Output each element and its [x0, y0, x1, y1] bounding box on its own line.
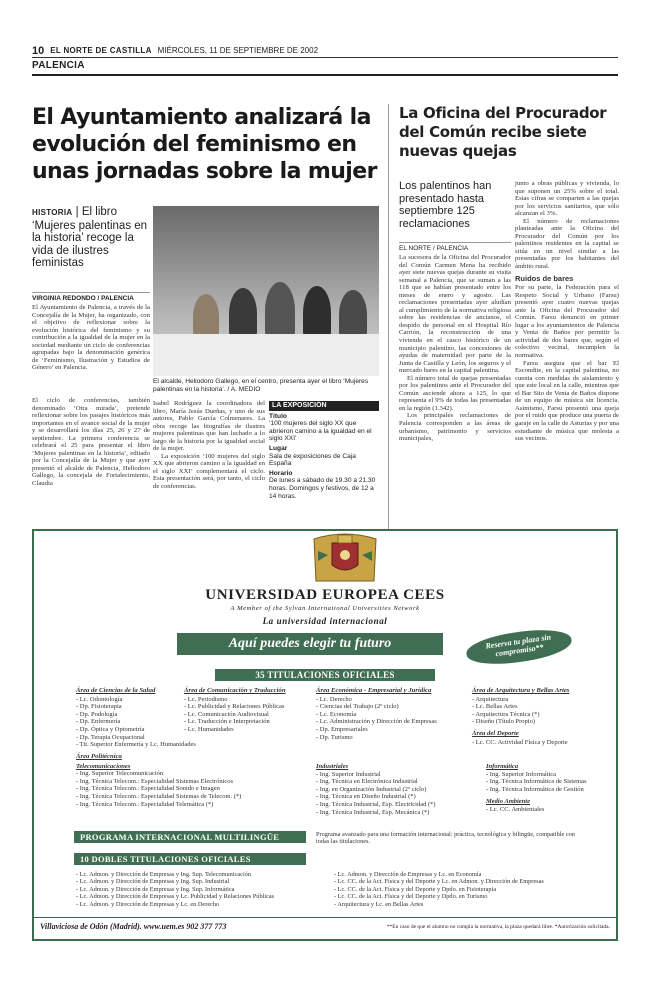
programa-title: PROGRAMA INTERNACIONAL MULTILINGÜE [74, 831, 306, 843]
course-item: - Lc. Traducción e Interpretación [184, 718, 270, 726]
side-paragraph: La sucesora de la Oficina del Procurador del Común Carmen Mena ha recibido ayer siete nuevas quejas durante su visita semanal a Palencia, que se suman a las 118 que se habían presentado entre los meses de enero y agosto. Las reclamaciones presentadas ayer aludían al cumplimiento de la normativa religiosa sobre las residencias de ancianos, el despido de personal en el Hospital Río Carrión, la reconstrucción de una vivienda en el casco histórico de un municipio palentino, las concesiones de ayudas de maternidad por parte de la Junta de Castilla y León, los seguros y el mercado bares en la capital palentina. [399, 254, 511, 375]
main-paragraph: Isabel Rodríguez la coordinadora del libro, María Jesús Dueñas, y uno de sus autores, Pablo García Colmenares. La obra recoge las biografías de ilustres mujeres palentinas que han luchado a lo largo de la historia por la igualdad social de la mujer. [153, 400, 265, 453]
side-paragraph: El número de reclamaciones planteadas ante la Oficina del Procurador del Común por los palentinos residentes en la capital se sitúa en un nivel similar a las presentadas por los habitantes del ámbito rural. [515, 217, 619, 271]
course-item: - Dp. Fisioterapia [76, 703, 122, 711]
side-paragraph: junto a obras públicas y vivienda, lo que suponen un 25% sobre el total. Estas cifras se comparten a las quejas por los servicios sanitarios, que sólo alcanzan el 3%. [515, 180, 619, 218]
side-byline: EL NORTE / PALENCIA [399, 242, 511, 252]
course-item: - Ing. Superior Informática [486, 770, 557, 778]
course-item: - Lc. CC. de la Act. Física y del Deporte y Lc. en Admon. y Dirección de Empresas [334, 878, 544, 886]
course-item: - Dp. Empresariales [316, 725, 368, 733]
area-industriales [316, 761, 466, 816]
side-headline: La Oficina del Procurador del Común recibe siete nuevas quejas [399, 104, 607, 160]
area-title: Área de Arquitectura y Bellas Artes [472, 687, 570, 694]
course-item: - Ing. Técnica Industrial, Esp. Electricidad (*) [316, 800, 436, 808]
subarea-title: Telecomunicaciones [76, 762, 131, 770]
exposicion-lugar: Sala de exposiciones de Caja España [269, 452, 356, 468]
column-divider [388, 104, 389, 549]
side-subhead-2: Ruidos de bares [515, 273, 574, 283]
subarea-title: Informática [486, 763, 519, 770]
main-paragraph: El ciclo de conferencias, también denominado ‘Otra mirada’, pretende reflexionar sobre los pasajes históricos más importantes en el avance social de la mujer y se desarrollará los días 25, 26 y 27 de septiembre. La primera conferencia se celebrará el 25 para presentar el libro ‘Mujeres palentinas en la historia’, editado por la Concejalía de la Mujer y que ayer presentó el alcalde de Palencia, Heliodoro Gallego, la concejala de Fortalecimiento, Claudia [32, 397, 150, 488]
exposicion-lugar-label: Lugar [269, 444, 288, 452]
area-comunicacion [184, 687, 316, 734]
course-item: - Ing. Técnica Telecom.: Especialidad Sistemas Electrónicos [76, 777, 234, 785]
university-tagline: La universidad internacional [262, 616, 388, 626]
course-item: - Lc. Comunicación Audiovisual [184, 710, 269, 718]
course-item: - Lc. Admon. y Dirección de Empresas y Lc. en Economía [334, 871, 482, 878]
course-item: - Ing. Técnica Industrial, Esp. Mecánica (*) [316, 808, 430, 816]
section-rule [32, 74, 618, 76]
page-number: 10 [32, 44, 45, 57]
course-item: - Dp. Podología [76, 710, 118, 718]
titulaciones-title: 35 TITULACIONES OFICIALES [215, 669, 435, 681]
programa-text: Programa avanzado para una formación internacional: práctica, tecnológica y bilingüe, compatible con todas las titulaciones. [316, 831, 575, 846]
exposicion-box [269, 401, 379, 500]
area-informatica [486, 761, 612, 814]
side-paragraph: Por su parte, la Federación para el Respeto Social y Urbano (Farsu) presentó ayer cuatro nuevas quejas ante la Oficina del Procurador del Común. Farsu denunció en primer lugar a los ayuntamientos de Palencia y Venta de Baños por permitir la actividad de dos bares que, según el colectivo vecinal, incumplen la normativa. [515, 284, 619, 360]
course-item: - Ing. Técnica en Diseño Industrial (*) [316, 793, 416, 801]
course-item: - Lc. Admon. y Dirección de Empresas y Ing. Sup. Telecomunicación [76, 871, 252, 878]
course-item: - Lc. Derecho [316, 695, 352, 703]
ad-footer [34, 917, 616, 935]
main-column-1 [32, 304, 150, 372]
exposicion-title: LA EXPOSICIÓN [269, 401, 379, 411]
exposicion-titulo: ‘100 mujeres del siglo XX que abrieron camino a la igualdad en el siglo XXI’ [269, 420, 372, 443]
dobles-title: 10 DOBLES TITULACIONES OFICIALES [74, 853, 306, 865]
course-item: - Lc. CC. Ambientales [486, 805, 545, 813]
area-salud [76, 687, 196, 749]
course-item: - Ing. en Organización Industrial (2º ciclo) [316, 785, 427, 793]
side-paragraph: Los principales reclamaciones de Palencia corresponden a las áreas de urbanismo, patrimonio y servicios municipales, [399, 412, 511, 443]
course-item: - Lc. Admon. y Dirección de Empresas y Ing. Sup. Informática [76, 885, 235, 893]
area-title: Área del Deporte [472, 729, 519, 737]
ad-address[interactable]: Villaviciosa de Odón (Madrid). www.uem.es 902 377 773 [40, 922, 227, 931]
course-item: - Arquitectura Técnica (*) [472, 710, 540, 718]
course-item: - Lc. Admon. y Dirección de Empresas y Lc. Publicidad y Relaciones Públicas [76, 893, 275, 901]
dobles-right [334, 871, 610, 908]
ad-footnote: **En caso de que el alumno no cumpla la normativa, la plaza quedará libre. *Autorización solicitada. [386, 923, 610, 930]
course-item: - Diseño (Título Propio) [472, 718, 536, 726]
reserva-badge[interactable]: Reserva tu plaza sin compromiso** [464, 625, 573, 669]
area-title: Área Politécnica [76, 753, 122, 760]
course-item: - Lc. CC. de la Act. Física y del Deporte y Dpdo. en Turismo [334, 893, 488, 901]
area-economica [316, 687, 456, 741]
main-byline: VIRGINIA REDONDO / PALENCIA [32, 292, 150, 302]
course-item: - Lc. Admon. y Dirección de Empresas y Ing. Sup. Industrial [76, 878, 230, 886]
issue-date: MIÉRCOLES, 11 DE SEPTIEMBRE DE 2002 [157, 46, 319, 55]
university-crest-icon [308, 531, 382, 583]
subarea-title: Medio Ambiente [486, 798, 530, 806]
university-ad [32, 529, 618, 941]
course-item: - Dp. Enfermería [76, 718, 121, 726]
main-headline: El Ayuntamiento analizará la evolución del feminismo en unas jornadas sobre la mujer [32, 105, 377, 184]
course-item: - Dp. Turismo [316, 733, 353, 741]
course-item: - Lc. Bellas Artes [472, 703, 518, 711]
course-item: - Lc. Periodismo [184, 695, 228, 703]
course-item: - Ing. Técnica en Electrónica Industrial [316, 778, 418, 786]
course-item: - Lc. CC. de la Act. Física y del Deporte y Dpdo. en Fisioterapia [334, 885, 497, 893]
kicker-label: HISTORIA [32, 208, 73, 217]
exposicion-horario-label: Horario [269, 469, 293, 477]
course-item: - Ing. Técnica Telecom.: Especialidad Sonido e Imagen [76, 785, 220, 793]
area-title: Área de Comunicación y Traducción [184, 687, 286, 694]
dobles-left [76, 871, 316, 908]
main-paragraph: El Ayuntamiento de Palencia, a través de la Concejalía de la Mujer, ha organizado, con el objetivo de reflexionar sobre la evolución histórica del feminismo y su contribución a la igualdad de la mujer en la sociedad mediante un ciclo de conferencias agrupadas bajo la denominación genérica de ‘Feminismo, Ilustración y Estudios de Género’ en Palencia. [32, 304, 150, 372]
area-politecnica [76, 753, 302, 808]
main-column-1b [32, 397, 150, 488]
course-item: - Ciencias del Trabajo (2º ciclo) [316, 703, 399, 711]
course-item: - Ing. Superior Telecomunicación [76, 770, 164, 778]
side-column-2 [515, 180, 619, 443]
university-name: UNIVERSIDAD EUROPEA CEES [205, 587, 445, 603]
course-item: - Ing. Superior Industrial [316, 770, 381, 778]
area-title: Área de Ciencias de la Salud [76, 687, 156, 694]
main-paragraph: La exposición ‘100 mujeres del siglo XX que abrieron camino a la igualdad en el siglo XXI’ complementará el ciclo. Esta presentación será, por tanto, el ciclo de conferencias. [153, 452, 265, 491]
kicker-text: El libro ‘Mujeres palentinas en la historia’ recoge la vida de ilustres feministas [32, 206, 148, 269]
course-item: - Dp. Óptica y Optometría [76, 725, 145, 733]
side-subhead: Los palentinos han presentado hasta septiembre 125 reclamaciones [399, 180, 492, 230]
course-item: - Lc. Admon. y Dirección de Empresas y Lc. en Derecho [76, 900, 220, 908]
course-item: - Dp. Terapia Ocupacional [76, 733, 145, 741]
main-kicker: HISTORIA | El libro ‘Mujeres palentinas en la historia’ recoge la vida de ilustres feministas [32, 206, 148, 269]
side-paragraph: El número total de quejas presentadas por los palentinos ante el Procurador del Común asciende ahora a 125, lo que representa el 9% de todas las presentadas en la región (1.342). [399, 374, 511, 412]
area-title: Área Económica - Empresarial y Jurídica [316, 687, 432, 694]
exposicion-horario: De lunes a sábado de 19.30 a 21.30 horas. Domingos y festivos, de 12 a 14 horas. [269, 477, 376, 500]
photo-caption: El alcalde, Heliodoro Gallego, en el centro, presenta ayer el libro ‘Mujeres palentinas en la historia’. / A. MEDIO [153, 378, 369, 393]
member-line: A Member of the Sylvan International Universities Network [230, 605, 420, 612]
course-item: - Lc. Economía [316, 710, 357, 718]
course-item: - Lc. Humanidades [184, 725, 234, 733]
course-item: - Arquitectura [472, 695, 509, 703]
course-item: - Lc. Administración y Dirección de Empresas [316, 718, 437, 726]
side-paragraph: Farsu asegura que el bar El Escondite, en la capital palentina, no cuenta con medidas de aislamiento y que este local en la calle, mientras que el Bar Sito de Venta de Baños dispone de un equipo de música sin licencia. Asimismo, Farsu presentó una queja por el ruido que produce una puerta de garaje en la calle de Asturias y por una estudiante de música que molesta a sus vecinos. [515, 359, 619, 443]
exposicion-titulo-label: Título [269, 412, 287, 420]
course-item: - Lc. CC. Actividad Física y Deporte [472, 738, 568, 746]
course-item: - Ing. Técnica Telecom.: Especialidad Sistemas de Telecom. (*) [76, 792, 242, 800]
main-column-2 [153, 400, 265, 491]
section-label: PALENCIA [32, 60, 85, 71]
course-item: - Tit. Superior Enfermería y Lc. Humanidades [76, 741, 196, 749]
event-photo [153, 206, 379, 376]
course-item: - Lc. Publicidad y Relaciones Públicas [184, 703, 285, 711]
course-item: - Arquitectura y Lc. en Bellas Artes [334, 900, 424, 908]
ad-slogan: Aquí puedes elegir tu futuro [177, 633, 443, 655]
side-column-1 [399, 254, 511, 443]
course-item: - Ing. Técnica Informática de Sistemas [486, 778, 587, 786]
course-item: - Ing. Técnica Informática de Gestión [486, 785, 584, 793]
course-item: - Lc. Odontología [76, 695, 123, 703]
area-arquitectura [472, 687, 610, 746]
newspaper-name: EL NORTE DE CASTILLA [50, 46, 152, 55]
subarea-title: Industriales [316, 763, 349, 770]
page-header [32, 44, 618, 58]
course-item: - Ing. Técnica Telecom.: Especialidad Telemática (*) [76, 800, 214, 808]
